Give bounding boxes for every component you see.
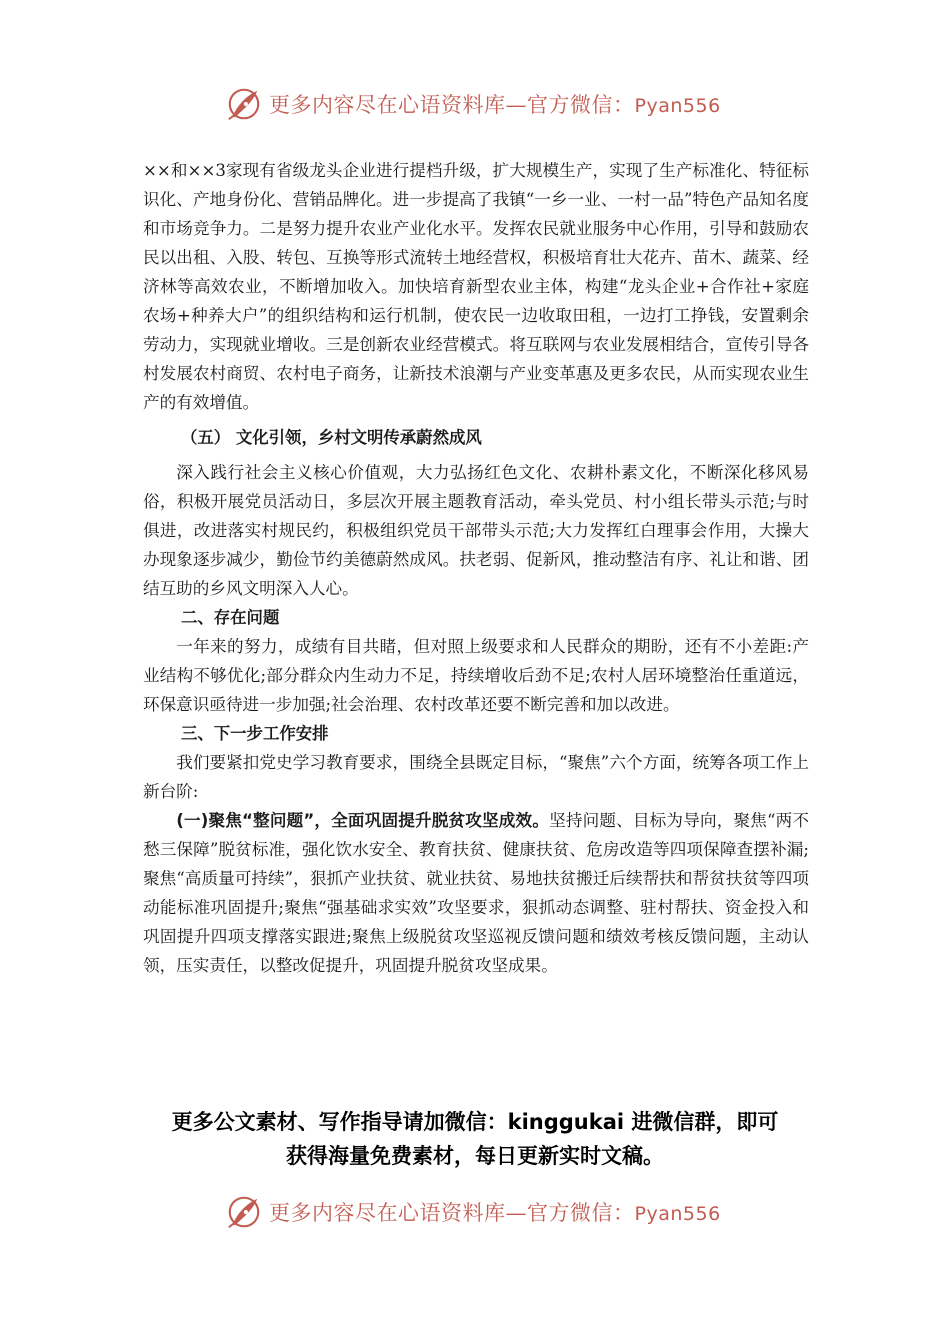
banner-text: 更多内容尽在心语资料库—官方微信：Pyan556 [269, 93, 721, 117]
banner-wechat-id: Pyan556 [634, 95, 721, 117]
paragraph-next-steps-intro: 我们要紧扣党史学习教育要求，围绕全县既定目标，“聚焦”六个方面，统筹各项工作上新台阶: [143, 753, 809, 801]
document-body [143, 156, 809, 980]
pen-nib-logo-icon [225, 1193, 263, 1231]
footer-banner [225, 1190, 745, 1234]
banner-text: 更多内容尽在心语资料库—官方微信：Pyan556 [269, 1201, 721, 1225]
banner-wechat-id: Pyan556 [634, 1203, 721, 1225]
pen-nib-logo-icon [225, 85, 263, 123]
paragraph-poverty-alleviation [143, 806, 809, 980]
paragraph-poverty-text: 坚持问题、目标为导向，聚焦“两不愁三保障”脱贫标准，强化饮水安全、教育扶贫、健康扶贫、危房改造等四项保障查摆补漏;聚焦“高质量可持续”，狠抓产业扶贫、就业扶贫、易地扶贫搬迁后续帮扶和帮贫扶贫等四项动能标准巩固提升;聚焦“强基础求实效”攻坚要求，狠抓动态调整、驻村帮扶、资金投入和巩固提升四项支撑落实跟进;聚焦上级脱贫攻坚巡视反馈问题和绩效考核反馈问题，主动认领，压实责任，以整改促提升，巩固提升脱贫攻坚成果。 [143, 811, 810, 975]
promo-notice [130, 1105, 820, 1173]
promo-line-1: 更多公文素材、写作指导请加微信：kinggukai 进微信群，即可 [171, 1110, 779, 1134]
paragraph-problems: 一年来的努力，成绩有目共睹，但对照上级要求和人民群众的期盼，还有不小差距:产业结构不够优化;部分群众内生动力不足，持续增收后劲不足;农村人居环境整治任重道远，环保意识亟待进一步加强;社会治理、农村改革还要不断完善和加以改进。 [143, 637, 809, 714]
paragraph-agriculture: ××和××3家现有省级龙头企业进行提档升级，扩大规模生产，实现了生产标准化、特征标识化、产地身份化、营销品牌化。进一步提高了我镇“一乡一业、一村一品”特色产品知名度和市场竞争力。二是努力提升农业产业化水平。发挥农民就业服务中心作用，引导和鼓励农民以出租、入股、转包、互换等形式流转土地经营权，积极培育壮大花卉、苗木、蔬菜、经济林等高效农业，不断增加收入。加快培育新型农业主体，构建“龙头企业+合作社+家庭农场+种养大户”的组织结构和运行机制，使农民一边收取田租，一边打工挣钱，安置剩余劳动力，实现就业增收。三是创新农业经营模式。将互联网与农业发展相结合，宣传引导各村发展农村商贸、农村电子商务，让新技术浪潮与产业变革惠及更多农民，从而实现农业生产的有效增值。 [143, 161, 809, 412]
section-heading-problems: 二、存在问题 [181, 608, 280, 627]
heading-culture: （五） 文化引领，乡村文明传承蔚然成风 [181, 428, 482, 447]
header-banner [225, 82, 745, 126]
promo-line-2: 获得海量免费素材，每日更新实时文稿。 [286, 1144, 664, 1168]
paragraph-culture: 深入践行社会主义核心价值观，大力弘扬红色文化、农耕朴素文化，不断深化移风易俗，积极开展党员活动日，多层次开展主题教育活动，牵头党员、村小组长带头示范;与时俱进，改进落实村规民约，积极组织党员干部带头示范;大力发挥红白理事会作用，大操大办现象逐步减少，勤俭节约美德蔚然成风。扶老弱、促新风，推动整洁有序、礼让和谐、团结互助的乡风文明深入人心。 [143, 463, 809, 598]
section-heading-next-steps: 三、下一步工作安排 [181, 724, 329, 743]
paragraph-lead-bold: (一)聚焦“整问题”，全面巩固提升脱贫攻坚成效。 [176, 811, 550, 830]
